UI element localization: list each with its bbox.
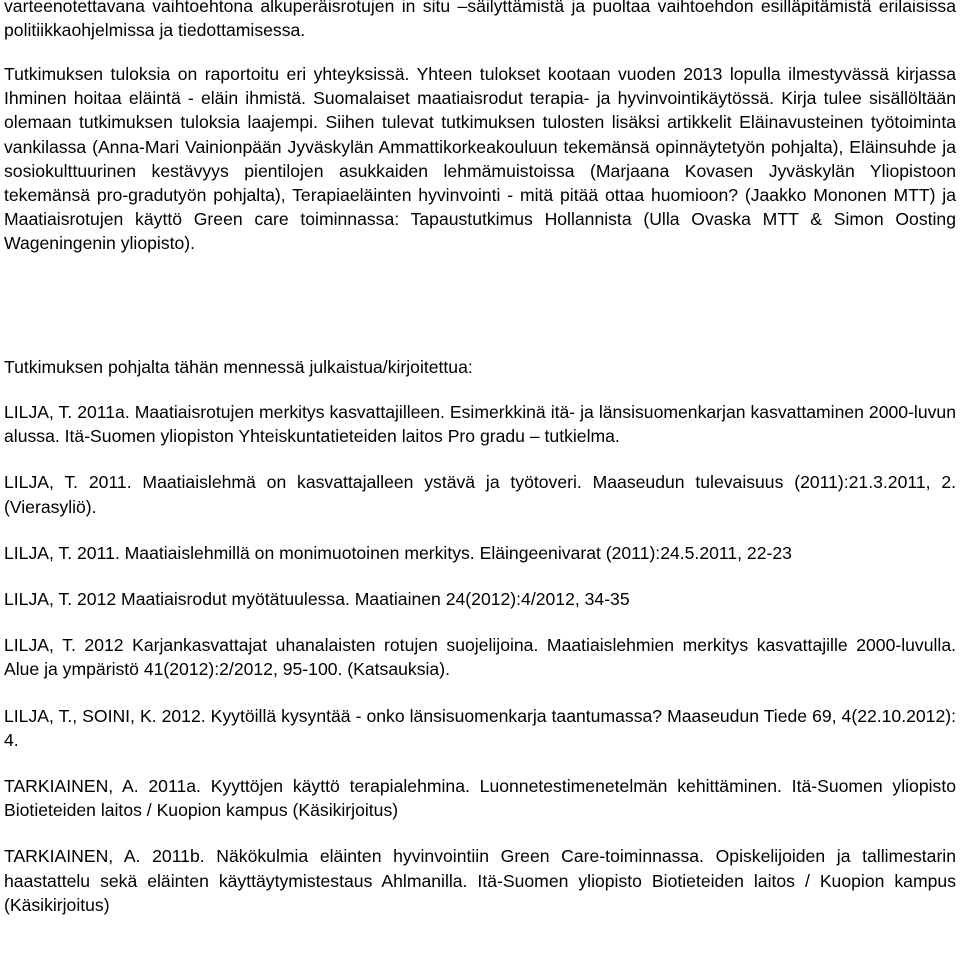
reference-item: LILJA, T., SOINI, K. 2012. Kyytöillä kysyntää - onko länsisuomenkarja taantumassa? Maaseudun Tiede 69, 4(22.10.2012): 4.: [4, 705, 956, 750]
reference-item: TARKIAINEN, A. 2011b. Näkökulmia eläinten hyvinvointiin Green Care-toiminnassa. Opiskelijoiden ja tallimestarin haastattelu sekä eläinten käyttäytymistestaus Ahlmanilla. Itä-Suomen yliopisto Biotieteiden laitos / Kuopion kampus (Käsikirjoitus): [4, 846, 956, 915]
publications-heading-block: [4, 355, 956, 379]
results-paragraph: Tutkimuksen tuloksia on raportoitu eri yhteyksissä. Yhteen tulokset kootaan vuoden 2013 lopulla ilmestyvässä kirjassa Ihminen hoitaa eläintä - eläin ihmistä. Suomalaiset maatiaisrodut terapia- ja hyvinvointikäytössä. Kirja tulee sisällöltään olemaan tutkimuksen tuloksia laajempi. Siihen tulevat tutkimuksen tulosten lisäksi artikkelit Eläinavusteinen työtoiminta vankilassa (Anna-Mari Vainionpään Jyväskylän Ammattikorkeakouluun tekemänsä opinnäytetyön pohjalta), Eläinsuhde ja sosiokulttuurinen kestävyys pientilojen asukkaiden lehmämuistoissa (Marjaana Kovasen Jyväskylän Yliopistoon tekemänsä pro-gradutyön pohjalta), Terapiaeläinten hyvinvointi - mitä pitää ottaa huomioon? (Jaakko Mononen MTT) ja Maatiaisrotujen käyttö Green care toiminnassa: Tapaustutkimus Hollannista (Ulla Ovaska MTT & Simon Oosting Wageningenin yliopisto).: [4, 64, 956, 254]
reference-item: LILJA, T. 2011. Maatiaislehmä on kasvattajalleen ystävä ja työtoveri. Maaseudun tulevaisuus (2011):21.3.2011, 2. (Vierasyliö).: [4, 472, 956, 517]
reference-item: TARKIAINEN, A. 2011a. Kyyttöjen käyttö terapialehmina. Luonnetestimenetelmän kehittäminen. Itä-Suomen yliopisto Biotieteiden laitos / Kuopion kampus (Käsikirjoitus): [4, 776, 956, 821]
reference-item: LILJA, T. 2011a. Maatiaisrotujen merkitys kasvattajilleen. Esimerkkinä itä- ja länsisuomenkarjan kasvattaminen 2000-luvun alussa. Itä-Suomen yliopiston Yhteiskuntatieteiden laitos Pro gradu – tutkielma.: [4, 402, 956, 447]
intro-paragraph-tail: varteenotettavana vaihtoehtona alkuperäisrotujen in situ –säilyttämistä ja puoltaa vaihtoehdon esilläpitämistä erilaisissa politiikkaohjelmissa ja tiedottamisessa.: [4, 0, 956, 41]
reference-item: LILJA, T. 2011. Maatiaislehmillä on monimuotoinen merkitys. Eläingeenivarat (2011):24.5.2011, 22-23: [4, 542, 792, 563]
reference-item: LILJA, T. 2012 Maatiaisrodut myötätuulessa. Maatiainen 24(2012):4/2012, 34-35: [4, 589, 630, 610]
results-section: [4, 62, 956, 256]
reference-list: [4, 400, 956, 917]
publications-heading: Tutkimuksen pohjalta tähän mennessä julkaistua/kirjoitettua:: [4, 357, 473, 377]
reference-item: LILJA, T. 2012 Karjankasvattajat uhanalaisten rotujen suojelijoina. Maatiaislehmien merkitys kasvattajille 2000-luvulla. Alue ja ympäristö 41(2012):2/2012, 95-100. (Katsauksia).: [4, 635, 956, 680]
intro-continuation: [4, 0, 956, 42]
